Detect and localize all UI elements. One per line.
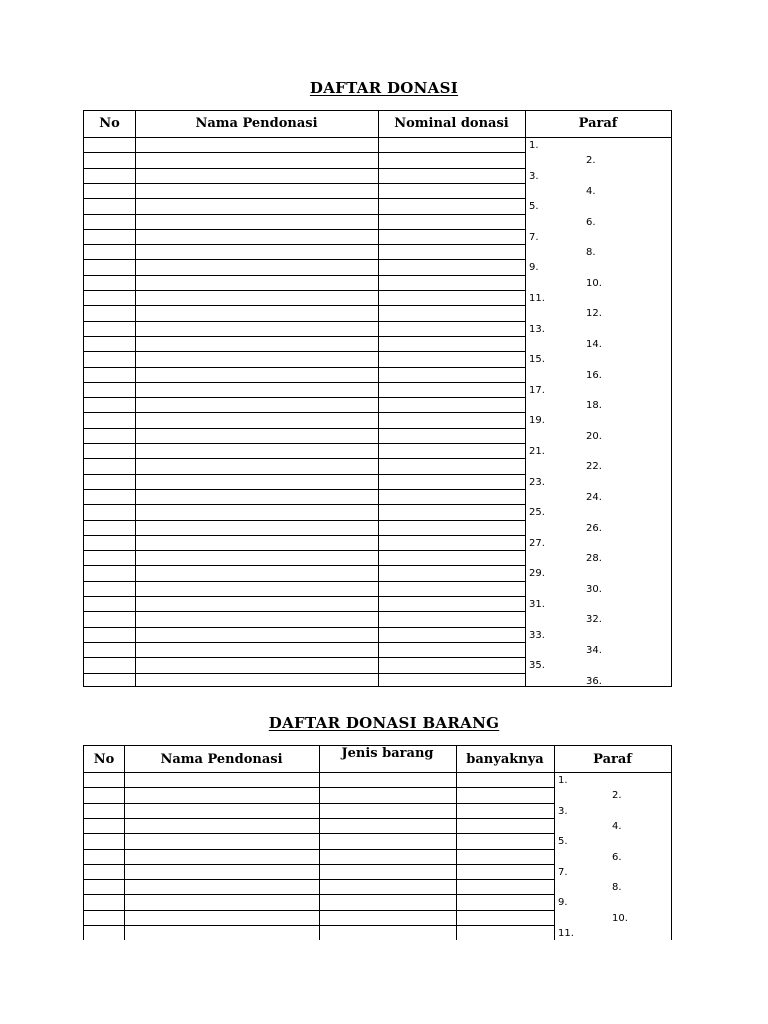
row-divider [84,627,525,628]
paraf-number: 22. [586,461,602,473]
row-divider [84,367,525,368]
paraf-number: 7. [558,866,568,878]
header-jenis-barang: Jenis barang [341,746,434,761]
header-nominal-donasi: Nominal donasi [394,116,509,131]
row-divider [84,428,525,429]
row-divider [84,351,525,352]
row-divider [84,458,525,459]
paraf-number: 5. [558,836,568,848]
paraf-number: 5. [529,201,539,213]
paraf-number: 8. [586,247,596,259]
donasi-title: DAFTAR DONASI [309,79,459,97]
row-divider [84,818,554,819]
header-divider [84,772,671,773]
row-divider [84,787,554,788]
row-divider [84,833,554,834]
paraf-number: 1. [529,140,539,151]
row-divider [84,504,525,505]
paraf-number: 32. [586,614,602,626]
row-divider [84,596,525,597]
paraf-number: 25. [529,507,545,519]
paraf-number: 20. [586,430,602,442]
paraf-number: 21. [529,446,545,457]
paraf-number: 2. [612,790,622,802]
row-divider [84,168,525,169]
row-divider [84,565,525,566]
header-divider [84,137,671,138]
paraf-number: 15. [529,354,545,366]
paraf-number: 16. [586,369,602,381]
column-divider [525,111,526,686]
paraf-number: 13. [529,323,545,335]
column-divider [554,746,555,940]
paraf-number: 24. [586,491,602,503]
row-divider [84,275,525,276]
row-divider [84,864,554,865]
paraf-number: 11. [529,293,545,304]
paraf-number: 7. [529,231,539,243]
paraf-number: 10. [586,277,602,289]
row-divider [84,259,525,260]
row-divider [84,520,525,521]
paraf-number: 11. [558,928,574,939]
paraf-number: 1. [558,775,568,786]
paraf-number: 19. [529,415,545,427]
paraf-number: 29. [529,568,545,580]
row-divider [84,336,525,337]
header-no: No [99,116,120,131]
row-divider [84,474,525,475]
paraf-number: 9. [529,262,539,274]
paraf-number: 6. [586,216,596,228]
row-divider [84,894,554,895]
donasi-table [83,110,672,687]
paraf-number: 33. [529,629,545,641]
row-divider [84,879,554,880]
row-divider [84,803,554,804]
row-divider [84,673,525,674]
paraf-number: 14. [586,338,602,350]
paraf-number: 31. [529,599,545,610]
paraf-number: 4. [612,820,622,832]
row-divider [84,244,525,245]
row-divider [84,657,525,658]
header-nama-pendonasi: Nama Pendonasi [160,752,283,767]
paraf-number: 8. [612,882,622,894]
paraf-number: 36. [586,675,602,687]
row-divider [84,642,525,643]
row-divider [84,229,525,230]
header-paraf: Paraf [593,752,632,767]
row-divider [84,489,525,490]
row-divider [84,443,525,444]
header-nama-pendonasi: Nama Pendonasi [195,116,318,131]
row-divider [84,849,554,850]
row-divider [84,152,525,153]
row-divider [84,214,525,215]
paraf-number: 30. [586,583,602,595]
header-no: No [93,752,115,767]
row-divider [84,925,554,926]
paraf-number: 35. [529,660,545,672]
paraf-number: 26. [586,522,602,534]
paraf-number: 27. [529,537,545,549]
row-divider [84,611,525,612]
paraf-number: 34. [586,644,602,656]
paraf-number: 23. [529,476,545,488]
row-divider [84,535,525,536]
column-divider [456,746,457,940]
paraf-number: 10. [612,912,628,924]
paraf-number: 17. [529,384,545,396]
column-divider [319,746,320,940]
paraf-number: 4. [586,185,596,197]
row-divider [84,397,525,398]
row-divider [84,550,525,551]
paraf-number: 6. [612,851,622,863]
paraf-number: 12. [586,308,602,320]
header-paraf: Paraf [578,116,618,131]
row-divider [84,305,525,306]
paraf-number: 28. [586,553,602,565]
paraf-number: 3. [529,170,539,182]
paraf-number: 2. [586,155,596,167]
row-divider [84,183,525,184]
paraf-number: 3. [558,805,568,817]
donasi-barang-table [83,745,672,940]
row-divider [84,198,525,199]
paraf-number: 18. [586,400,602,412]
column-divider [124,746,125,940]
donasi-barang-title: DAFTAR DONASI BARANG [268,714,500,732]
row-divider [84,910,554,911]
row-divider [84,321,525,322]
row-divider [84,412,525,413]
header-banyaknya: banyaknya [466,752,544,767]
paraf-number: 9. [558,897,568,909]
row-divider [84,382,525,383]
row-divider [84,290,525,291]
row-divider [84,581,525,582]
